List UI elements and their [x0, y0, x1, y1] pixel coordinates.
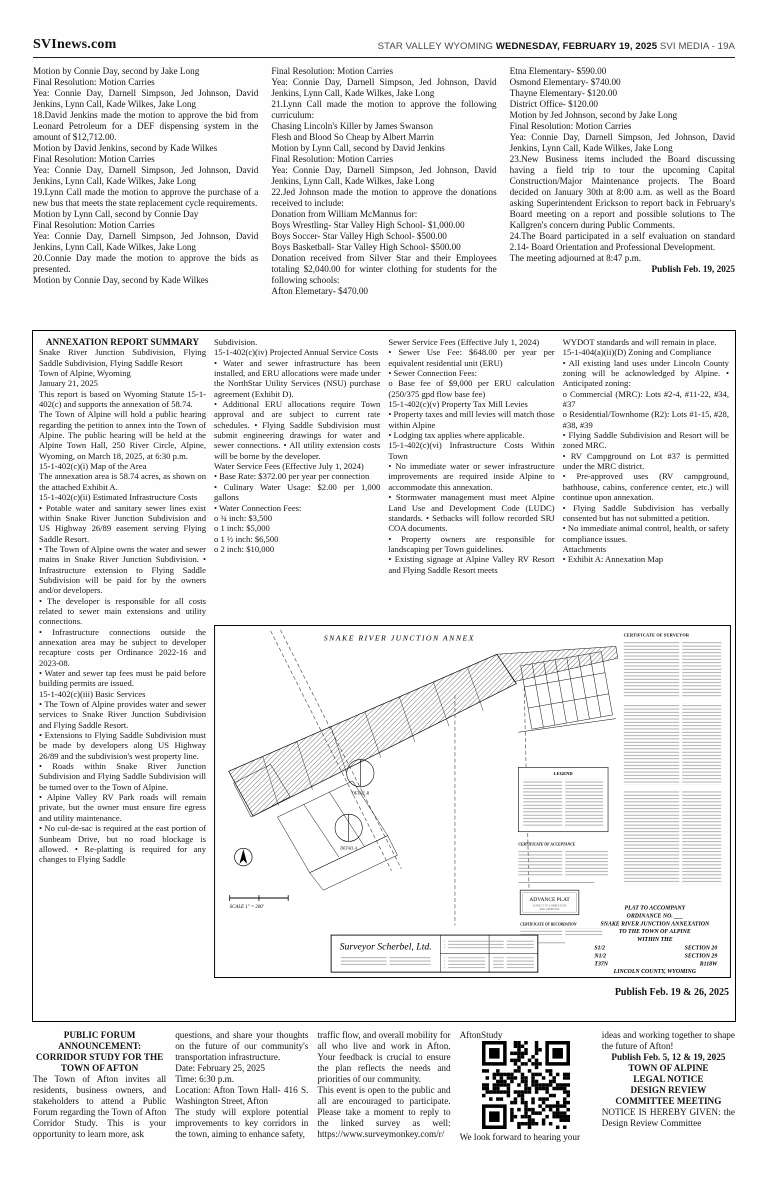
forum-paragraph: The study will explore potential improvements to key corridors in the town, aiming to enhance safety, [175, 1107, 309, 1139]
advance-plat-sub1: SUBJECT TO CORRECTION [532, 904, 567, 908]
minutes-publish-line: Publish Feb. 19, 2025 [651, 264, 735, 274]
surveyor-firm-name: Surveyor Scherbel, Ltd. [339, 941, 432, 953]
annexation-paragraph: Snake River Junction Subdivision, Flying Saddle Subdivision, Flying Saddle Resort [39, 347, 206, 368]
forum-qr-column [460, 1030, 593, 1180]
minutes-paragraph: Boys Wrestling- Star Valley High School- $1,000.00 [271, 220, 465, 230]
minutes-paragraph: Final Resolution: Motion Carries [33, 154, 155, 164]
surveyor-banner [331, 935, 538, 972]
plat-row-cell: SECTION 20 [684, 945, 718, 952]
annexation-paragraph: o Commercial (MRC): Lots #2-4, #11-22, #34, #37 [562, 388, 729, 410]
annexation-paragraph: • Exhibit A: Annexation Map [562, 554, 664, 565]
minutes-paragraph: 19.Lynn Call made the motion to approve the purchase of a new bus that meets the state replacement cycle requirements. [33, 187, 259, 208]
forum-heading-line: PUBLIC FORUM [63, 1030, 136, 1040]
masthead-tagline [378, 41, 735, 52]
minutes-paragraph: Boys Basketball- Star Valley High School- $500.00 [271, 242, 461, 252]
alpine-notice-heading-line: TOWN OF ALPINE [628, 1063, 709, 1073]
minutes-paragraph: Yea: Connie Day, Darnell Simpson, Jed Johnson, David Jenkins, Lynn Call, Kade Wilkes, Jake Long [33, 231, 259, 252]
cert-acceptance-heading: CERTIFICATE OF ACCEPTANCE [518, 842, 576, 847]
plat-row-cell: SECTION 29 [684, 953, 718, 960]
plat-row-cell: T37N [594, 961, 609, 968]
board-minutes-section [33, 66, 735, 326]
annexation-paragraph: Subdivision. [214, 337, 258, 347]
annexation-paragraph: • The Town of Alpine provides water and sewer services to Snake River Junction Subdivision and Flying Saddle Resort. [39, 699, 206, 730]
cert-recordation-heading: CERTIFICATE OF RECORDATION [520, 922, 577, 927]
annexation-paragraph: This report is based on Wyoming Statute 15-1-402(c) and supports the annexation of 58.74. [39, 388, 206, 410]
minutes-column-1 [33, 66, 258, 326]
minutes-paragraph: Motion by David Jenkins, second by Kade Wilkes [33, 143, 218, 153]
minutes-paragraph: Motion by Connie Day, second by Jake Long [33, 66, 200, 76]
plat-block-line: PLAT TO ACCOMPANY [624, 905, 686, 912]
annexation-paragraph: • Property taxes and mill levies will match those within Alpine [388, 409, 555, 430]
annexation-paragraph: • Extensions to Flying Saddle Subdivision must be made by developers along US Highway 26/89 and the subdivision's west property line. [39, 730, 206, 761]
forum-paragraph: questions, and share your thoughts on the future of our community's transportation infrastructure. [175, 1030, 309, 1062]
minutes-column-3 [510, 66, 735, 326]
minutes-paragraph: Motion by Jed Johnson, second by Jake Long [509, 110, 678, 120]
annexation-column-4 [563, 337, 729, 623]
annexation-paragraph: • Roads within Snake River Junction Subdivision and Flying Saddle Subdivision will be turned over to the Town of Alpine. [39, 761, 206, 792]
annexation-paragraph: • Lodging tax applies where applicable. [388, 430, 525, 441]
legend-box [518, 767, 608, 831]
annexation-paragraph: • RV Campground on Lot #37 is permitted under the MRC district. [562, 450, 729, 472]
annexation-publish-line: Publish Feb. 19 & 26, 2025 [614, 987, 729, 998]
advance-plat-label: ADVANCE PLAT [529, 896, 570, 903]
minutes-paragraph: Etna Elementary- $590.00 [509, 66, 607, 76]
annexation-paragraph: • Flying Saddle Subdivision and Resort will be zoned MRC. [562, 430, 729, 451]
minutes-paragraph: Osmond Elementary- $740.00 [509, 77, 621, 87]
annexation-paragraph: • No cul-de-sac is required at the east portion of Sunbeam Drive, but no road blockage is allowed. • Re-platting is required for any changes to Flying Saddle [39, 823, 206, 865]
plat-block-line: WITHIN THE [637, 936, 673, 943]
annexation-paragraph: • Sewer Connection Fees: [388, 368, 478, 379]
masthead-edition: SVI MEDIA - 19A [657, 41, 735, 52]
annexation-notice-box [32, 330, 736, 1022]
forum-heading-line: TOWN OF AFTON [60, 1063, 139, 1073]
minutes-paragraph: 18.David Jenkins made the motion to approve the bid from Leonard Petroleum for a DEF dispensing system in the amount of $12,712.00. [33, 110, 259, 142]
plat-map [214, 625, 731, 978]
minutes-paragraph: District Office- $120.00 [509, 99, 599, 109]
annexation-paragraph: • Culinary Water Usage: $2.00 per 1,000 gallons [214, 481, 381, 503]
minutes-paragraph: 22.Jed Johnson made the motion to approve the donations received to include: [271, 187, 497, 208]
minutes-paragraph: Motion by Lynn Call, second by David Jenkins [271, 143, 445, 153]
minutes-paragraph: Donation from William McMannus for: [271, 209, 418, 219]
scale-label: SCALE 1" = 200' [229, 904, 264, 910]
plat-row-cell: R118W [699, 961, 718, 968]
advance-plat-sub2: AND APPROVAL [539, 908, 560, 912]
detail-b-label: DETAIL B [351, 790, 369, 796]
annexation-paragraph: • Sewer Use Fee: $648.00 per year per equivalent residential unit (ERU) [388, 347, 555, 368]
minutes-paragraph: Yea: Connie Day, Darnell Simpson, Jed Johnson, David Jenkins, Lynn Call, Kade Wilkes, Jake Long [33, 165, 259, 186]
annexation-paragraph: Town of Alpine, Wyoming [39, 368, 131, 379]
minutes-paragraph: Thayne Elementary- $120.00 [509, 88, 618, 98]
annexation-paragraph: o 2 inch: $10,000 [214, 543, 275, 554]
forum-paragraph: Date: February 25, 2025 [175, 1063, 265, 1073]
masthead-location: STAR VALLEY WYOMING [377, 41, 496, 52]
minutes-paragraph: The meeting adjourned at 8:47 p.m. [509, 253, 642, 263]
forum-publish-line: Publish Feb. 5, 12 & 19, 2025 [611, 1052, 726, 1062]
masthead [33, 32, 735, 56]
forum-paragraph: Time: 6:30 p.m. [175, 1074, 235, 1084]
annexation-paragraph: 15-1-402(c)(i) Map of the Area [39, 461, 147, 472]
surveyor-notes-text [624, 703, 722, 785]
annexation-paragraph: • Stormwater management must meet Alpine Land Use and Development Code (LUDC) standards. • Setbacks will follow recorded SRJ COA documents. [388, 492, 555, 534]
forum-column-3 [317, 1030, 450, 1180]
annexation-paragraph: • The Town of Alpine owns the water and sewer mains in Snake River Junction Subdivision. • Infrastructure extension to Flying Saddle Subdivision will be paid for by the owners and/or developers. [39, 543, 206, 596]
plat-block-line: TO THE TOWN OF ALPINE [618, 929, 691, 936]
notices-column-5 [602, 1030, 735, 1180]
minutes-paragraph: Final Resolution: Motion Carries [509, 121, 632, 131]
annexation-paragraph: Sewer Service Fees (Effective July 1, 2024) [388, 337, 540, 347]
minutes-column-2 [271, 66, 496, 326]
annexation-paragraph: 15-1-402(c)(iv) Projected Annual Service Costs [214, 347, 379, 358]
annexation-paragraph: • Water and sewer tap fees must be paid before building permits are issued. [39, 668, 206, 689]
minutes-paragraph: 20.Connie Day made the motion to approve the bids as presented. [33, 253, 259, 274]
forum-column-1 [33, 1030, 166, 1180]
qr-label-top: AftonStudy [459, 1030, 503, 1040]
plat-row-cell: N1/2 [594, 953, 607, 960]
qr-label-bottom: We look forward to hearing your [459, 1132, 581, 1142]
minutes-paragraph: Final Resolution: Motion Carries [33, 77, 155, 87]
annexation-paragraph: • Infrastructure connections outside the annexation area may be subject to developer recapture costs per Ordinance 2022-16 and 2023-08. [39, 626, 206, 668]
legend-heading: LEGEND [553, 771, 573, 777]
surveyor-notes-text-2 [624, 791, 722, 885]
minutes-paragraph: Final Resolution: Motion Carries [271, 154, 394, 164]
annexation-paragraph: o Base fee of $9,000 per ERU calculation (250/375 gpd flow base fee) [388, 378, 555, 399]
annexation-paragraph: • Potable water and sanitary sewer lines exist within Snake River Junction Subdivision and US Highway 26/89 easement serving Flying Saddle Resort. [39, 502, 206, 544]
forum-paragraph: This event is open to the public and all are encouraged to participate. Please take a moment to reply to the linked survey as well: https://www.surveymonkey.com/r/ [317, 1085, 451, 1139]
cert-acceptance-text [518, 849, 608, 876]
annexation-paragraph: • No immediate animal control, health, or safety compliance issues. [562, 523, 729, 544]
qr-code [482, 1041, 570, 1129]
annexation-paragraph: Water Service Fees (Effective July 1, 2024) [214, 461, 364, 472]
annexation-map-exhibit [214, 625, 729, 983]
masthead-rule [33, 57, 735, 58]
annexation-paragraph: WYDOT standards and will remain in place. [562, 337, 717, 347]
cert-surveyor-heading: CERTIFICATE OF SURVEYOR [623, 632, 690, 638]
plat-row-cell: S1/2 [594, 945, 606, 952]
annexation-column-3 [388, 337, 554, 623]
masthead-date: WEDNESDAY, FEBRUARY 19, 2025 [495, 41, 658, 52]
minutes-paragraph: Yea: Connie Day, Darnell Simpson, Jed Johnson, David Jenkins, Lynn Call, Kade Wilkes, Jake Long [271, 165, 497, 186]
annexation-paragraph: o 1 ½ inch: $6,500 [214, 533, 279, 544]
forum-column-2 [175, 1030, 308, 1180]
minutes-paragraph: Chasing Lincoln's Killer by James Swanson [271, 121, 433, 131]
minutes-paragraph: Final Resolution: Motion Carries [33, 220, 155, 230]
plat-block-line: SNAKE RIVER JUNCTION ANNEXATION [600, 921, 710, 928]
annexation-paragraph: o ¾ inch: $3,500 [214, 512, 273, 523]
annexation-paragraph: • Property owners are responsible for landscaping per Town guidelines. [388, 533, 555, 554]
minutes-paragraph: Donation received from Silver Star and their Employees totaling $2,040.00 for winter clothing for students for the following schools: [271, 253, 497, 285]
annexation-paragraph: • The developer is responsible for all costs related to sewer main extensions and utility connections. [39, 595, 206, 627]
annexation-paragraph: • Alpine Valley RV Park roads will remain private, but the owner must ensure fire egress and utility maintenance. [39, 792, 206, 823]
annexation-paragraph: The annexation area is 58.74 acres, as shown on the attached Exhibit A. [39, 471, 206, 492]
minutes-paragraph: 24.The Board participated in a self evaluation on standard 2.14- Board Orientation and Professional Development. [509, 231, 735, 252]
annexation-paragraph: • No immediate water or sewer infrastructure improvements are required inside Alpine to accommodate this annexation. [388, 461, 555, 492]
annexation-paragraph: 15-1-402(c)(iii) Basic Services [39, 688, 146, 699]
annexation-paragraph: 15-1-402(c)(v) Property Tax Mill Levies [388, 399, 528, 410]
annexation-paragraph: The Town of Alpine will hold a public hearing regarding the petition to annex into the Town of Alpine. The public hearing will be held at the Alpine Town Hall, 250 River Circle, Alpine, Wyoming, on March 18, 2025, at 6:30 p.m. [39, 409, 206, 461]
forum-paragraph: ideas and working together to shape the future of Afton! [601, 1030, 735, 1051]
forum-heading-line: ANNOUNCEMENT: [58, 1041, 142, 1051]
forum-paragraph: traffic flow, and overall mobility for all who live and work in Afton. Your feedback is crucial to ensure the plan reflects the needs and priorities of our community. [317, 1030, 451, 1084]
advance-plat-stamp [520, 890, 579, 914]
minutes-paragraph: Yea: Connie Day, Darnell Simpson, Jed Johnson, David Jenkins, Lynn Call, Kade Wilkes, Jake Long [509, 132, 735, 153]
annexation-paragraph: • Additional ERU allocations require Town approval and are subject to current rate schedules. • Flying Saddle Subdivision must submit engineering drawings for water and sewer connections. • All utility extension costs will be borne by the developer. [214, 399, 381, 461]
minutes-paragraph: Motion by Lynn Call, second by Connie Day [33, 209, 199, 219]
annexation-column-1 [39, 337, 206, 1015]
forum-heading-line: CORRIDOR STUDY FOR THE [35, 1052, 164, 1062]
annexation-paragraph: • Water Connection Fees: [214, 502, 302, 513]
forum-paragraph: Location: Afton Town Hall- 416 S. Washington Street, Afton [175, 1085, 309, 1106]
minutes-paragraph: Flesh and Blood So Cheap by Albert Marrin [271, 132, 434, 142]
site-name: SVInews.com [33, 37, 117, 52]
minutes-paragraph: Yea: Connie Day, Darnell Simpson, Jed Johnson, David Jenkins, Lynn Call, Kade Wilkes, Jake Long [271, 77, 497, 98]
plat-county-line: LINCOLN COUNTY, WYOMING [613, 969, 697, 976]
minutes-paragraph: 23.New Business items included the Board discussing having a field trip to tour the upcoming Capital Construction/Major Maintenance projects. The Board decided on January 30th at 8:00 a.m. as well as the Board asking Superintendent Erickson to report back in February's Board meeting on a report and possible solutions to The Kallgren's concern during Public Comments. [509, 154, 735, 230]
annexation-paragraph: 15-1-402(c)(vi) Infrastructure Costs Within Town [388, 440, 555, 461]
minutes-paragraph: Afton Elemetary- $470.00 [271, 286, 369, 296]
minutes-paragraph: Yea: Connie Day, Darnell Simpson, Jed Johnson, David Jenkins, Lynn Call, Kade Wilkes, Jake Long [33, 88, 259, 109]
annexation-paragraph: 15-1-404(a)(ii)(D) Zoning and Compliance [562, 347, 712, 358]
annexation-paragraph: • Base Rate: $372.00 per year per connection [214, 471, 370, 482]
map-title: SNAKE RIVER JUNCTION ANNEX [323, 633, 475, 643]
annexation-title: ANNEXATION REPORT SUMMARY [45, 337, 200, 347]
alpine-notice-heading-line: DESIGN REVIEW [630, 1085, 707, 1095]
annexation-paragraph: o Residential/Townhome (R2): Lots #1-15, #28, #38, #39 [562, 409, 729, 430]
annexation-paragraph: 15-1-402(c)(ii) Estimated Infrastructure Costs [39, 492, 198, 503]
alpine-notice-body: NOTICE IS HEREBY GIVEN: the Design Review Committee [601, 1107, 735, 1128]
forum-paragraph: The Town of Afton invites all residents, business owners, and stakeholders to attend a Public Forum regarding the Town of Afton Corridor Study. This is your opportunity to learn more, ask [33, 1074, 167, 1139]
annexation-column-2 [214, 337, 380, 623]
annexation-paragraph: • Flying Saddle Subdivision has verbally consented but has not submitted a petition. [562, 502, 729, 523]
annexation-paragraph: Attachments [562, 543, 607, 554]
annexation-paragraph: o 1 inch: $5,000 [214, 523, 270, 534]
alpine-notice-heading-line: LEGAL NOTICE [633, 1074, 704, 1084]
bottom-notices-section [33, 1030, 735, 1180]
annexation-columns [214, 337, 729, 623]
alpine-notice-heading-line: COMMITTEE MEETING [615, 1096, 722, 1106]
detail-a-label: DETAIL A [340, 845, 358, 851]
annexation-paragraph: • Pre-approved uses (RV campground, bathhouse, cabins, conference center, etc.) will continue upon annexation. [562, 471, 729, 503]
minutes-paragraph: 21.Lynn Call made the motion to approve the following curriculum: [271, 99, 497, 120]
plat-block-line: ORDINANCE NO. ___ [626, 913, 684, 920]
cert-surveyor-text [624, 641, 722, 698]
minutes-paragraph: Boys Soccer- Star Valley High School- $500.00 [271, 231, 447, 241]
annexation-paragraph: • All existing land uses under Lincoln County zoning will be acknowledged by Alpine. • Anticipated zoning: [562, 357, 729, 389]
minutes-paragraph: Final Resolution: Motion Carries [271, 66, 394, 76]
minutes-paragraph: Motion by Connie Day, second by Kade Wilkes [33, 275, 209, 285]
annexation-paragraph: • Existing signage at Alpine Valley RV Resort and Flying Saddle Resort meets [388, 554, 555, 575]
annexation-paragraph: • Water and sewer infrastructure has been installed, and ERU allocations were made under the NorthStar Utility Services (NSU) purchase agreement (Exhibit D). [214, 357, 381, 399]
annexation-right-area [214, 337, 729, 1015]
annexation-paragraph: January 21, 2025 [39, 378, 98, 389]
